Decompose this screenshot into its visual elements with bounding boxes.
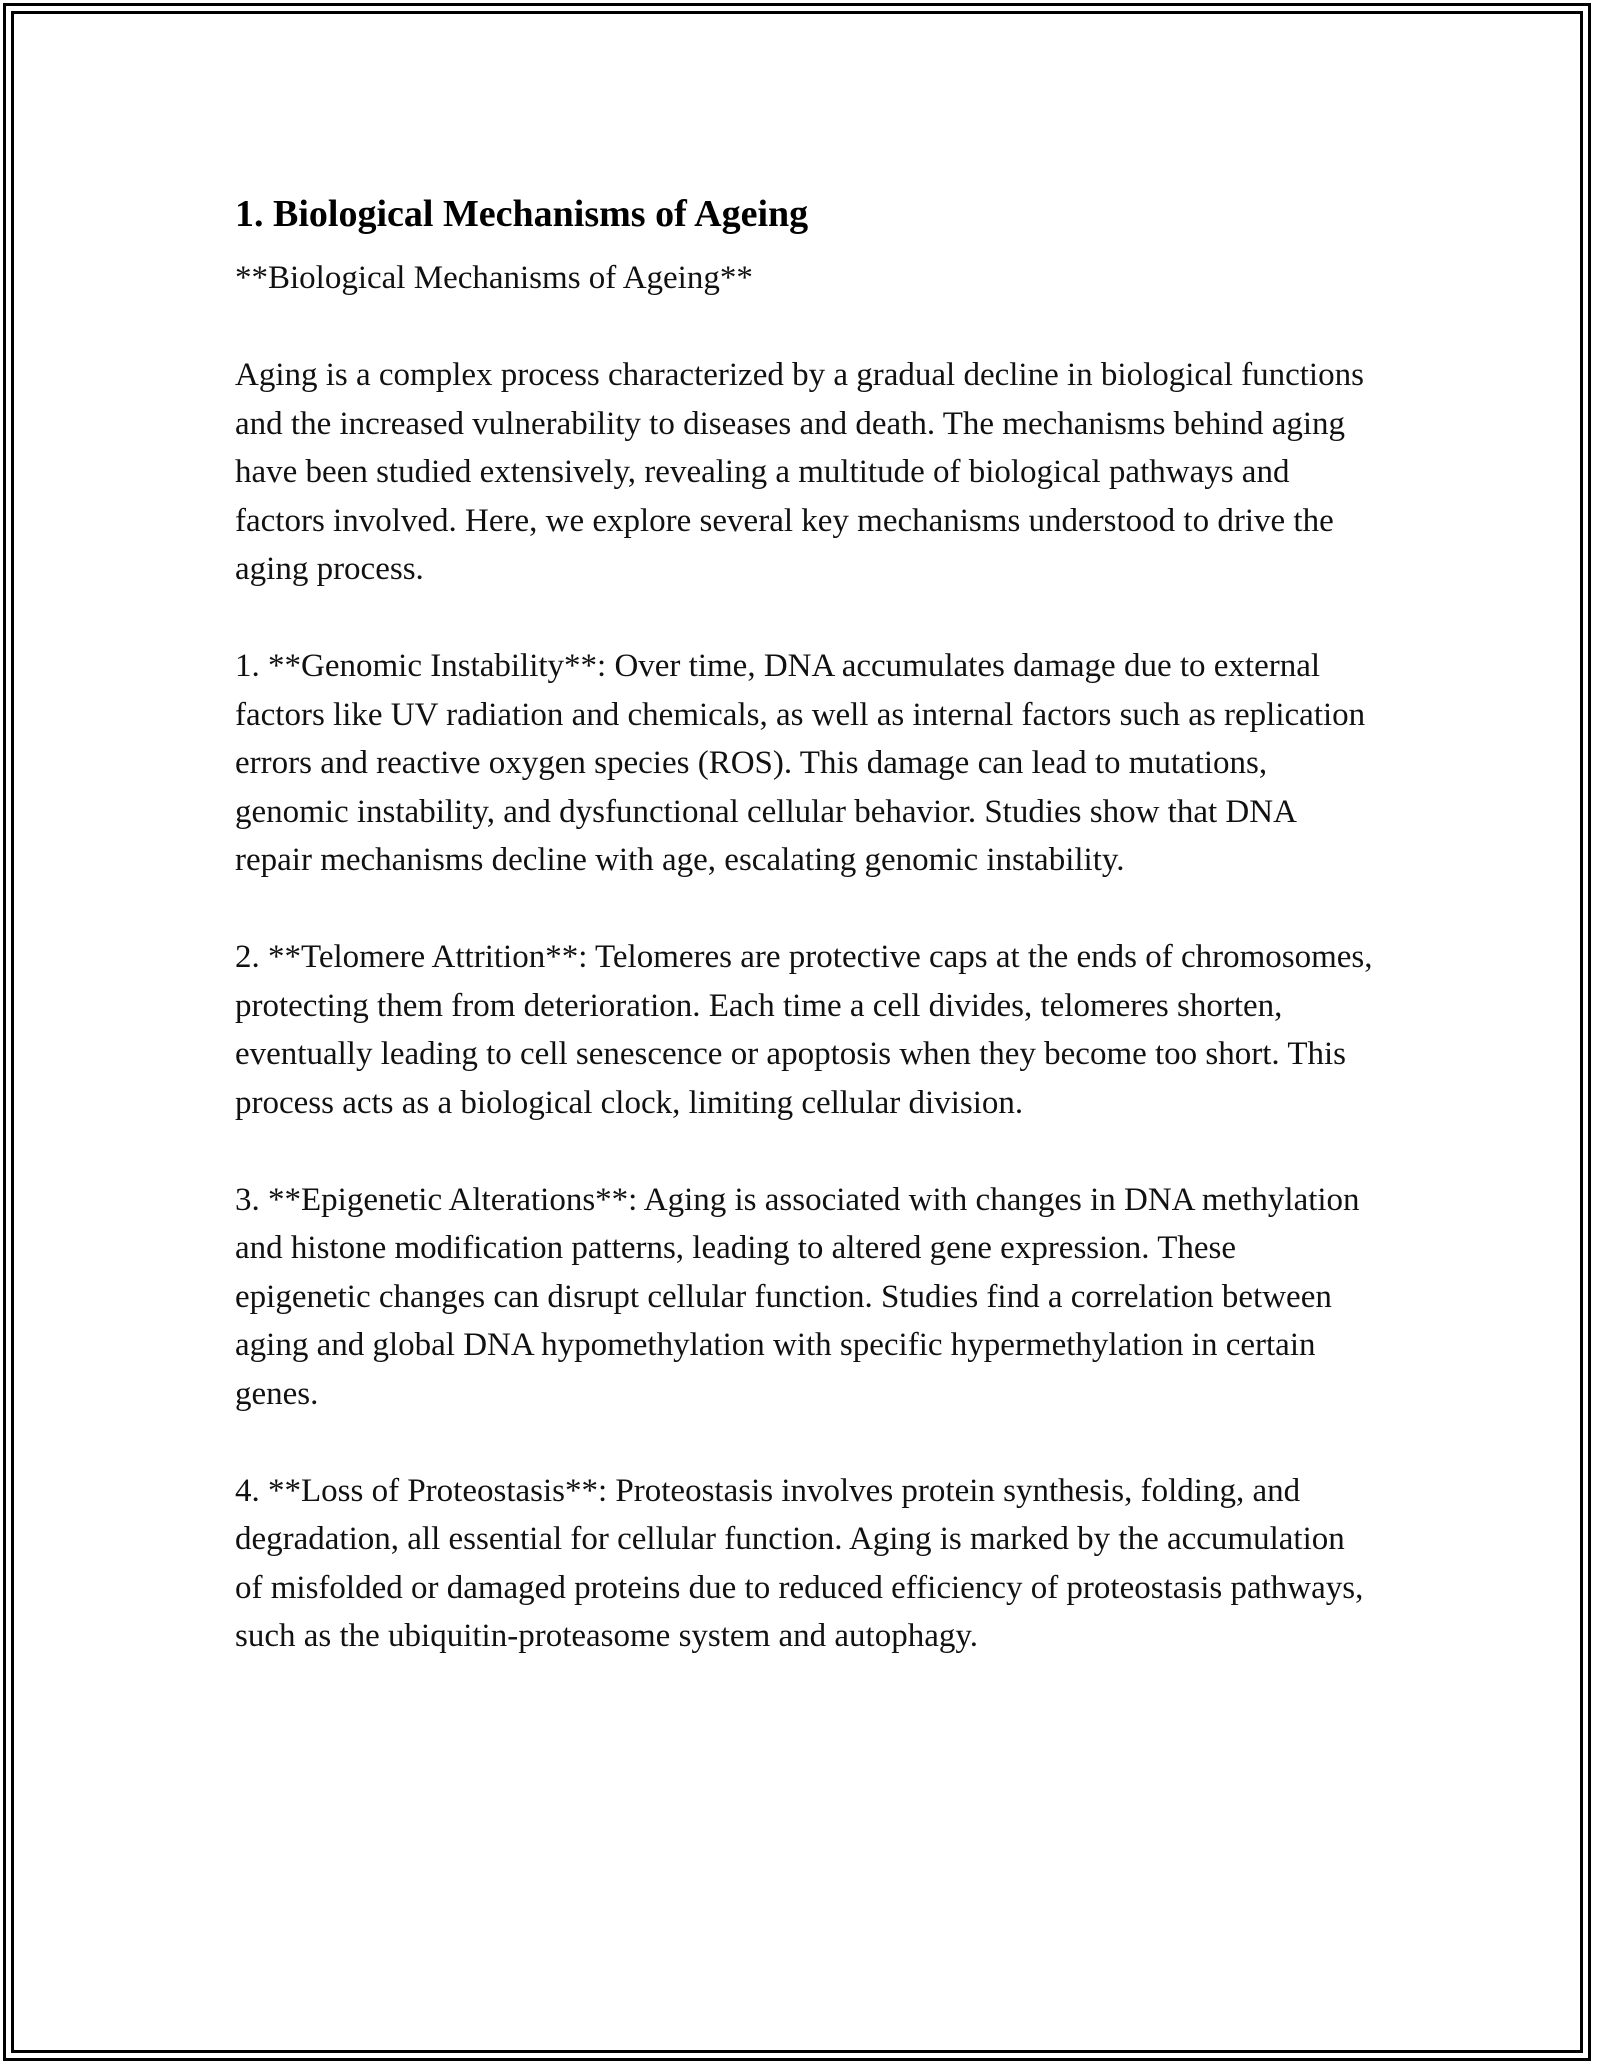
document-body	[235, 180, 1375, 1709]
section-subtitle: **Biological Mechanisms of Ageing**	[235, 260, 753, 296]
paragraph-loss-of-proteostasis: 4. **Loss of Proteostasis**: Proteostasis involves protein synthesis, folding, and degradation, all essential for cellular function. Aging is marked by the accumulation of misfolded or damaged proteins due to reduced efficiency of proteostasis pathways, such as the ubiquitin-proteasome system and autophagy.	[235, 1472, 1364, 1654]
paragraph-intro: Aging is a complex process characterized by a gradual decline in biological functions and the increased vulnerability to diseases and death. The mechanisms behind aging have been studied extensively, revealing a multitude of biological pathways and factors involved. Here, we explore several key mechanisms understood to drive the aging process.	[235, 357, 1364, 587]
paragraph-genomic-instability: 1. **Genomic Instability**: Over time, DNA accumulates damage due to external factors like UV radiation and chemicals, as well as internal factors such as replication errors and reactive oxygen species (ROS). This damage can lead to mutations, genomic instability, and dysfunctional cellular behavior. Studies show that DNA repair mechanisms decline with age, escalating genomic instability.	[235, 648, 1366, 878]
paragraph-telomere-attrition: 2. **Telomere Attrition**: Telomeres are protective caps at the ends of chromosomes, protecting them from deterioration. Each time a cell divides, telomeres shorten, eventually leading to cell senescence or apoptosis when they become too short. This process acts as a biological clock, limiting cellular division.	[235, 939, 1373, 1121]
paragraph-epigenetic-alterations: 3. **Epigenetic Alterations**: Aging is associated with changes in DNA methylation and histone modification patterns, leading to altered gene expression. These epigenetic changes can disrupt cellular function. Studies find a correlation between aging and global DNA hypomethylation with specific hypermethylation in certain genes.	[235, 1181, 1360, 1412]
section-heading: 1. Biological Mechanisms of Ageing	[235, 193, 809, 235]
